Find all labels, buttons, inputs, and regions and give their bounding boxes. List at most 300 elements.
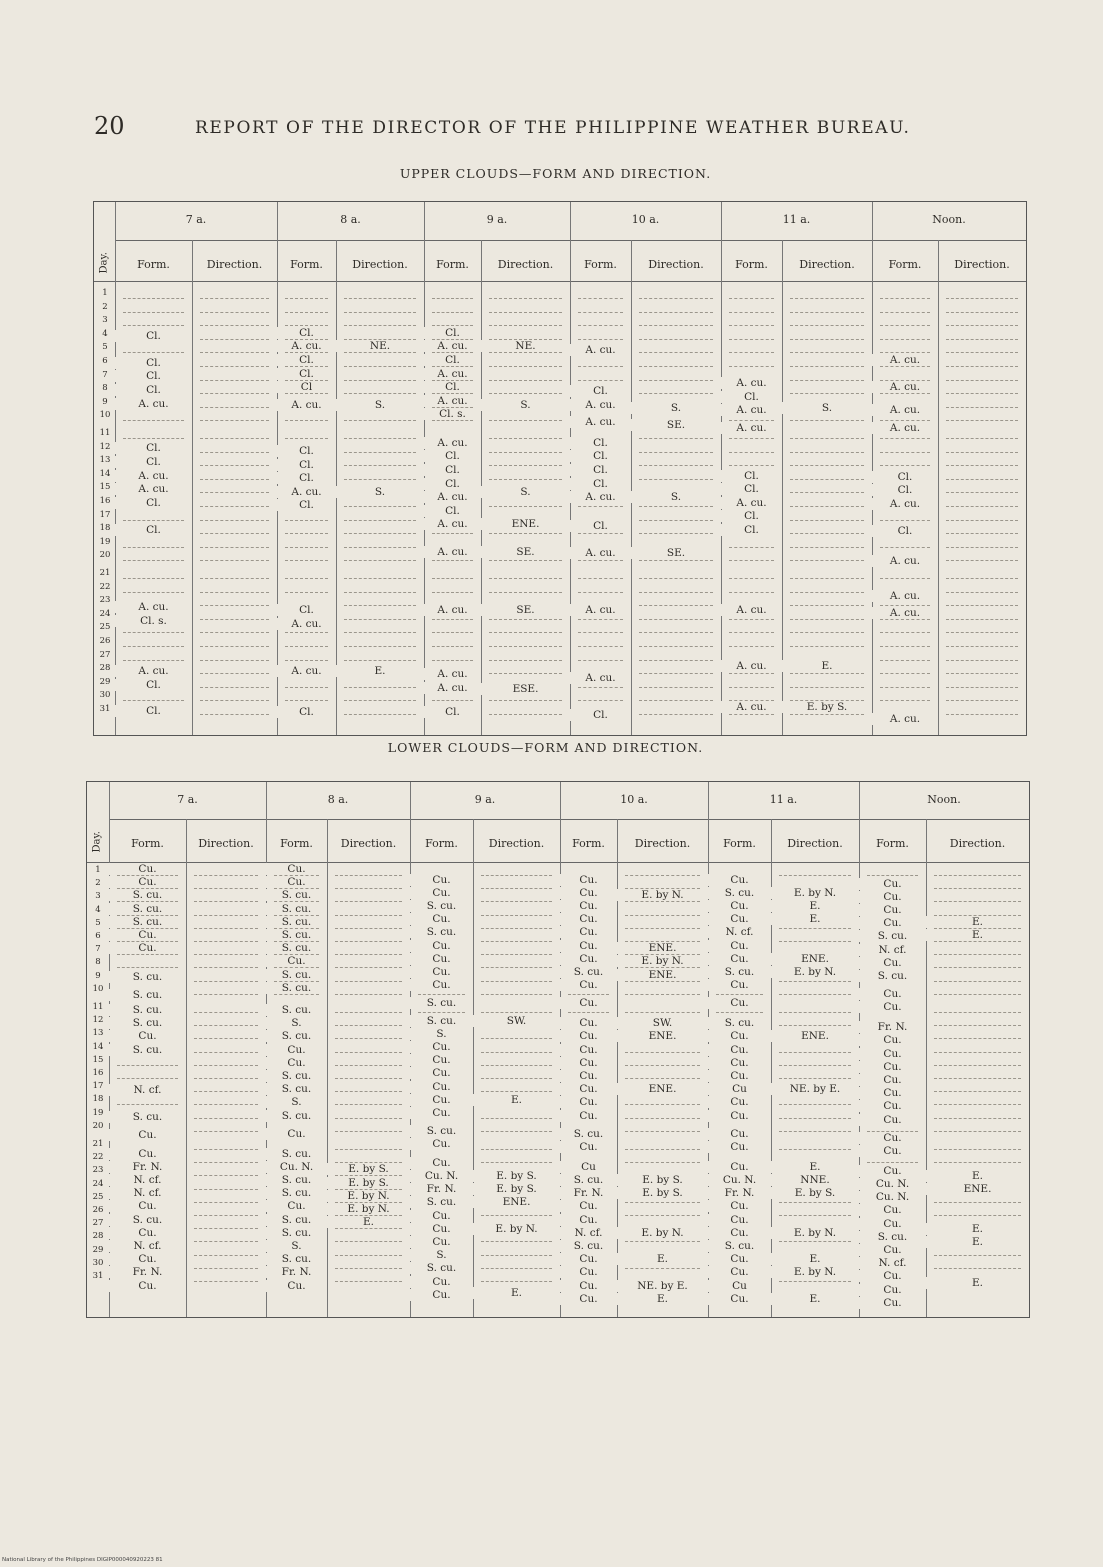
direction-cell: ENE. (617, 942, 708, 954)
blank-entry-line (200, 547, 269, 548)
direction-cell: E. (617, 1293, 708, 1305)
blank-entry-line (880, 393, 930, 394)
blank-entry-line (344, 506, 416, 507)
blank-entry-line (335, 928, 402, 929)
form-cell: Cu. (708, 1293, 771, 1305)
form-cell: Cu. (859, 1001, 926, 1013)
blank-entry-line (285, 578, 328, 579)
blank-entry-line (200, 492, 269, 493)
blank-entry-line (344, 547, 416, 548)
day-number: 7 (102, 369, 108, 380)
blank-entry-line (489, 380, 562, 381)
form-cell: S. cu. (109, 1044, 186, 1056)
blank-entry-line (934, 1078, 1021, 1079)
blank-entry-line (481, 1268, 552, 1269)
blank-entry-line (578, 687, 623, 688)
blank-entry-line (335, 901, 402, 902)
form-cell: Cu. (109, 1129, 186, 1141)
form-cell: Cl. (424, 478, 481, 490)
form-cell: A. cu. (277, 340, 336, 352)
blank-entry-line (790, 380, 864, 381)
blank-entry-line (285, 438, 328, 439)
form-cell: Cu. (410, 1236, 473, 1248)
blank-entry-line (625, 1241, 700, 1242)
form-header: Form. (280, 837, 313, 850)
form-cell: S. cu. (708, 1017, 771, 1029)
form-cell: Cu. (560, 1214, 617, 1226)
form-cell: Cl. (721, 510, 782, 522)
form-cell: A. cu. (424, 491, 481, 503)
blank-entry-line (285, 687, 328, 688)
day-number: 22 (99, 581, 111, 592)
day-number: 5 (102, 342, 108, 353)
form-cell: Cu. (109, 1280, 186, 1292)
form-cell: Cu. (560, 979, 617, 991)
blank-entry-line (946, 366, 1018, 367)
blank-entry-line (625, 915, 700, 916)
form-cell: Cu. (708, 900, 771, 912)
blank-entry-line (344, 592, 416, 593)
blank-entry-line (344, 352, 416, 353)
form-cell: A. cu. (277, 618, 336, 630)
blank-entry-line (946, 619, 1018, 620)
blank-entry-line (194, 1228, 258, 1229)
form-cell: A. cu. (872, 498, 938, 510)
blank-entry-line (432, 312, 473, 313)
blank-entry-line (489, 438, 562, 439)
direction-cell: ENE. (617, 1030, 708, 1042)
day-number: 21 (92, 1139, 104, 1149)
form-header: Form. (876, 837, 909, 850)
direction-cell: E. by S. (617, 1174, 708, 1186)
direction-cell: E. by N. (771, 966, 859, 978)
day-number: 17 (92, 1081, 104, 1092)
blank-entry-line (946, 407, 1018, 408)
form-cell: A. cu. (570, 491, 631, 503)
blank-entry-line (578, 660, 623, 661)
form-cell: Cu. (708, 1096, 771, 1108)
blank-entry-line (639, 438, 713, 439)
blank-entry-line (200, 700, 269, 701)
blank-entry-line (194, 915, 258, 916)
blank-entry-line (880, 687, 930, 688)
blank-entry-line (194, 1202, 258, 1203)
form-cell: A. cu. (277, 399, 336, 411)
blank-entry-line (335, 1104, 402, 1105)
form-cell: S. cu. (109, 903, 186, 915)
blank-entry-line (880, 619, 930, 620)
blank-entry-line (285, 560, 328, 561)
form-cell: S. cu. (560, 1174, 617, 1186)
direction-cell: S. (782, 402, 872, 414)
day-number: 30 (92, 1257, 104, 1268)
form-cell: S. cu. (859, 970, 926, 982)
blank-entry-line (946, 560, 1018, 561)
form-cell: S. cu. (109, 1004, 186, 1016)
form-cell: A. cu. (424, 518, 481, 530)
blank-entry-line (934, 1065, 1021, 1066)
day-number: 25 (92, 1191, 104, 1202)
form-cell: Cu. (266, 1044, 327, 1056)
hour-header: 10 a. (620, 793, 648, 806)
form-cell: Cu. (859, 1114, 926, 1126)
day-number: 26 (99, 636, 111, 646)
blank-entry-line (578, 646, 623, 647)
blank-entry-line (790, 393, 864, 394)
blank-entry-line (625, 1162, 700, 1163)
blank-entry-line (200, 520, 269, 521)
form-cell: Cu. (708, 953, 771, 965)
blank-entry-line (481, 875, 552, 876)
blank-entry-line (779, 1052, 851, 1053)
blank-entry-line (779, 1215, 851, 1216)
form-cell: Cu. (560, 1096, 617, 1108)
hour-header: 8 a. (327, 793, 349, 806)
day-number: 30 (99, 690, 111, 701)
form-cell: N. cf. (859, 944, 926, 956)
blank-entry-line (200, 393, 269, 394)
blank-entry-line (790, 438, 864, 439)
blank-entry-line (481, 1078, 552, 1079)
blank-entry-line (639, 660, 713, 661)
blank-entry-line (880, 298, 930, 299)
blank-entry-line (194, 1215, 258, 1216)
blank-entry-line (946, 380, 1018, 381)
blank-entry-line (123, 632, 184, 633)
form-cell: Cu. (410, 1054, 473, 1066)
direction-cell: E. by S. (327, 1177, 410, 1189)
form-cell: Cu. (859, 917, 926, 929)
form-cell: S. cu. (410, 1262, 473, 1274)
blank-entry-line (934, 941, 1021, 942)
direction-cell: E. (771, 900, 859, 912)
form-cell: S. cu. (109, 989, 186, 1001)
form-cell: Cl. (115, 679, 192, 691)
form-cell: Cl. (424, 706, 481, 718)
blank-entry-line (200, 632, 269, 633)
form-cell: Cu. (560, 1057, 617, 1069)
blank-entry-line (335, 1038, 402, 1039)
blank-entry-line (123, 700, 184, 701)
day-number: 1 (102, 288, 108, 298)
form-cell: A. cu. (721, 422, 782, 434)
blank-entry-line (779, 1012, 851, 1013)
form-cell: S. cu. (266, 982, 327, 994)
blank-entry-line (489, 660, 562, 661)
direction-cell: S. (481, 399, 570, 411)
direction-cell: E. by S. (473, 1183, 560, 1195)
blank-entry-line (200, 619, 269, 620)
blank-entry-line (880, 438, 930, 439)
form-cell: Cl. (277, 472, 336, 484)
blank-entry-line (729, 547, 774, 548)
direction-cell: ENE. (473, 1196, 560, 1208)
blank-entry-line (946, 312, 1018, 313)
form-cell: Cu. (109, 1200, 186, 1212)
blank-entry-line (578, 298, 623, 299)
form-cell: Cu. (560, 940, 617, 952)
day-number: 17 (99, 509, 111, 520)
form-cell: S. cu. (560, 966, 617, 978)
direction-cell: ENE. (481, 518, 570, 530)
form-cell: Cu. (708, 1030, 771, 1042)
blank-entry-line (729, 632, 774, 633)
blank-entry-line (729, 592, 774, 593)
blank-entry-line (117, 1065, 178, 1066)
form-cell: Cl. (872, 525, 938, 537)
direction-cell: SW. (617, 1017, 708, 1029)
blank-entry-line (481, 1052, 552, 1053)
blank-entry-line (578, 339, 623, 340)
blank-entry-line (418, 1012, 465, 1013)
form-cell: Cl. (115, 705, 192, 717)
blank-entry-line (729, 465, 774, 466)
day-number: 4 (95, 904, 101, 915)
direction-header: Direction. (634, 837, 691, 850)
upper-clouds-caption: UPPER CLOUDS—FORM AND DIRECTION. (399, 166, 712, 181)
direction-header: Direction. (206, 258, 263, 271)
page-number: 20 (94, 112, 125, 140)
blank-entry-line (344, 619, 416, 620)
form-header: Form. (137, 258, 170, 271)
form-cell: S. cu. (266, 1148, 327, 1160)
blank-entry-line (946, 325, 1018, 326)
direction-cell: NE. (481, 340, 570, 352)
form-cell: S. cu. (708, 1240, 771, 1252)
form-cell: N. cf. (109, 1174, 186, 1186)
blank-entry-line (639, 619, 713, 620)
blank-entry-line (489, 325, 562, 326)
form-cell: Cl. (570, 520, 631, 532)
blank-entry-line (934, 1012, 1021, 1013)
day-number: 5 (95, 917, 101, 928)
blank-entry-line (639, 714, 713, 715)
form-cell: Cu. (859, 1284, 926, 1296)
form-cell: Cl. (872, 484, 938, 496)
form-cell: S. cu. (109, 971, 186, 983)
form-cell: Cu. (859, 1145, 926, 1157)
form-cell: S. cu. (266, 1083, 327, 1095)
blank-entry-line (123, 325, 184, 326)
form-direction-rule (186, 819, 187, 1317)
blank-entry-line (625, 994, 700, 995)
form-cell: Cu. (560, 887, 617, 899)
form-cell: S. cu. (410, 1196, 473, 1208)
form-cell: A. cu. (424, 604, 481, 616)
blank-entry-line (625, 1052, 700, 1053)
blank-entry-line (779, 1104, 851, 1105)
blank-entry-line (639, 393, 713, 394)
form-cell: Cu. (410, 1223, 473, 1235)
form-cell: Cu. (410, 1276, 473, 1288)
day-number: 13 (99, 455, 111, 466)
form-cell: S. cu. (266, 916, 327, 928)
direction-header: Direction. (340, 837, 397, 850)
blank-entry-line (625, 1202, 700, 1203)
form-header: Form. (290, 258, 323, 271)
form-cell: Cu. (410, 887, 473, 899)
blank-entry-line (946, 714, 1018, 715)
lower-clouds-caption: LOWER CLOUDS—FORM AND DIRECTION. (387, 740, 704, 755)
blank-entry-line (639, 700, 713, 701)
form-cell: S. cu. (266, 1004, 327, 1016)
blank-entry-line (200, 298, 269, 299)
day-number: 13 (92, 1028, 104, 1039)
form-cell: Cu. (708, 979, 771, 991)
blank-entry-line (946, 393, 1018, 394)
form-cell: S. cu. (109, 889, 186, 901)
blank-entry-line (790, 465, 864, 466)
form-cell: Cu. (560, 1253, 617, 1265)
direction-cell: ESE. (481, 683, 570, 695)
form-cell: S. cu. (410, 1015, 473, 1027)
form-cell: Cl. (721, 483, 782, 495)
blank-entry-line (117, 1104, 178, 1105)
blank-entry-line (489, 578, 562, 579)
form-cell: A. cu. (872, 590, 938, 602)
form-cell: N. cf. (560, 1227, 617, 1239)
direction-header: Direction. (954, 258, 1010, 271)
day-number: 18 (92, 1094, 104, 1105)
blank-entry-line (625, 1268, 700, 1269)
blank-entry-line (123, 312, 184, 313)
blank-entry-line (790, 506, 864, 507)
form-cell: Cu. (859, 904, 926, 916)
day-column-rule (115, 202, 116, 735)
direction-cell: S. (631, 491, 721, 503)
form-cell: S. cu. (859, 1231, 926, 1243)
form-cell: Cu. (560, 900, 617, 912)
blank-entry-line (123, 352, 184, 353)
blank-entry-line (639, 560, 713, 561)
blank-entry-line (578, 380, 623, 381)
day-number: 23 (92, 1165, 104, 1176)
sub-header-rule (87, 862, 1029, 863)
direction-cell: SE. (631, 547, 721, 559)
form-header: Form. (888, 258, 922, 271)
direction-cell: E. by N. (771, 1266, 859, 1278)
blank-entry-line (625, 1065, 700, 1066)
form-cell: Cu. (859, 1034, 926, 1046)
form-cell: Cu. (708, 1227, 771, 1239)
blank-entry-line (117, 1078, 178, 1079)
form-cell: Cu. (410, 1157, 473, 1169)
day-number: 20 (92, 1120, 104, 1131)
direction-cell: NE. by E. (771, 1083, 859, 1095)
direction-header: Direction. (488, 837, 545, 850)
form-cell: A. cu. (721, 404, 782, 416)
blank-entry-line (934, 1118, 1021, 1119)
blank-entry-line (729, 352, 774, 353)
blank-entry-line (790, 560, 864, 561)
blank-entry-line (194, 1175, 258, 1176)
form-cell: Cu. N. (859, 1191, 926, 1203)
form-header: Form. (584, 258, 617, 271)
form-cell: A. cu. (424, 437, 481, 449)
blank-entry-line (946, 673, 1018, 674)
blank-entry-line (578, 533, 623, 534)
form-cell: Cu. (859, 1087, 926, 1099)
blank-entry-line (481, 928, 552, 929)
blank-entry-line (432, 578, 473, 579)
blank-entry-line (946, 605, 1018, 606)
form-cell: S. cu. (109, 1017, 186, 1029)
blank-entry-line (946, 632, 1018, 633)
hour-header: 8 a. (340, 213, 361, 226)
blank-entry-line (946, 492, 1018, 493)
form-cell: Cu. (410, 953, 473, 965)
form-cell: Cu (708, 1280, 771, 1292)
blank-entry-line (194, 875, 258, 876)
blank-entry-line (432, 632, 473, 633)
form-cell: A. cu. (115, 601, 192, 613)
blank-entry-line (200, 660, 269, 661)
day-number: 3 (102, 315, 108, 326)
blank-entry-line (568, 994, 609, 995)
blank-entry-line (344, 312, 416, 313)
blank-entry-line (578, 366, 623, 367)
blank-entry-line (481, 1162, 552, 1163)
direction-header: Direction. (648, 258, 704, 271)
direction-cell: E. (771, 1253, 859, 1265)
form-cell: Cl. (424, 464, 481, 476)
blank-entry-line (481, 1065, 552, 1066)
direction-cell: E. by N. (327, 1203, 410, 1215)
blank-entry-line (578, 619, 623, 620)
blank-entry-line (489, 673, 562, 674)
blank-entry-line (639, 339, 713, 340)
blank-entry-line (432, 298, 473, 299)
blank-entry-line (790, 312, 864, 313)
blank-entry-line (344, 298, 416, 299)
form-cell: Cl. (277, 459, 336, 471)
blank-entry-line (335, 1131, 402, 1132)
blank-entry-line (200, 578, 269, 579)
blank-entry-line (285, 700, 328, 701)
blank-entry-line (489, 700, 562, 701)
blank-entry-line (779, 875, 851, 876)
day-number: 12 (99, 441, 111, 452)
day-number: 24 (99, 608, 111, 619)
form-cell: N. cf. (109, 1084, 186, 1096)
blank-entry-line (934, 1268, 1021, 1269)
blank-entry-line (934, 888, 1021, 889)
direction-header: Direction. (799, 258, 855, 271)
form-cell: A. cu. (277, 486, 336, 498)
blank-entry-line (639, 380, 713, 381)
blank-entry-line (194, 1078, 258, 1079)
blank-entry-line (625, 1078, 700, 1079)
direction-cell: E. by N. (771, 887, 859, 899)
direction-cell: E. (327, 1216, 410, 1228)
direction-cell: SE. (481, 546, 570, 558)
blank-entry-line (194, 1241, 258, 1242)
direction-cell: S. (336, 399, 424, 411)
blank-entry-line (123, 547, 184, 548)
blank-entry-line (200, 339, 269, 340)
blank-entry-line (432, 533, 473, 534)
blank-entry-line (200, 714, 269, 715)
form-cell: Cl. (277, 604, 336, 616)
day-number: 18 (99, 523, 111, 534)
hour-header: 7 a. (185, 213, 207, 226)
blank-entry-line (639, 479, 713, 480)
form-cell: S. (410, 1028, 473, 1040)
form-cell: Cu. (859, 1218, 926, 1230)
blank-entry-line (625, 928, 700, 929)
blank-entry-line (123, 520, 184, 521)
blank-entry-line (432, 646, 473, 647)
